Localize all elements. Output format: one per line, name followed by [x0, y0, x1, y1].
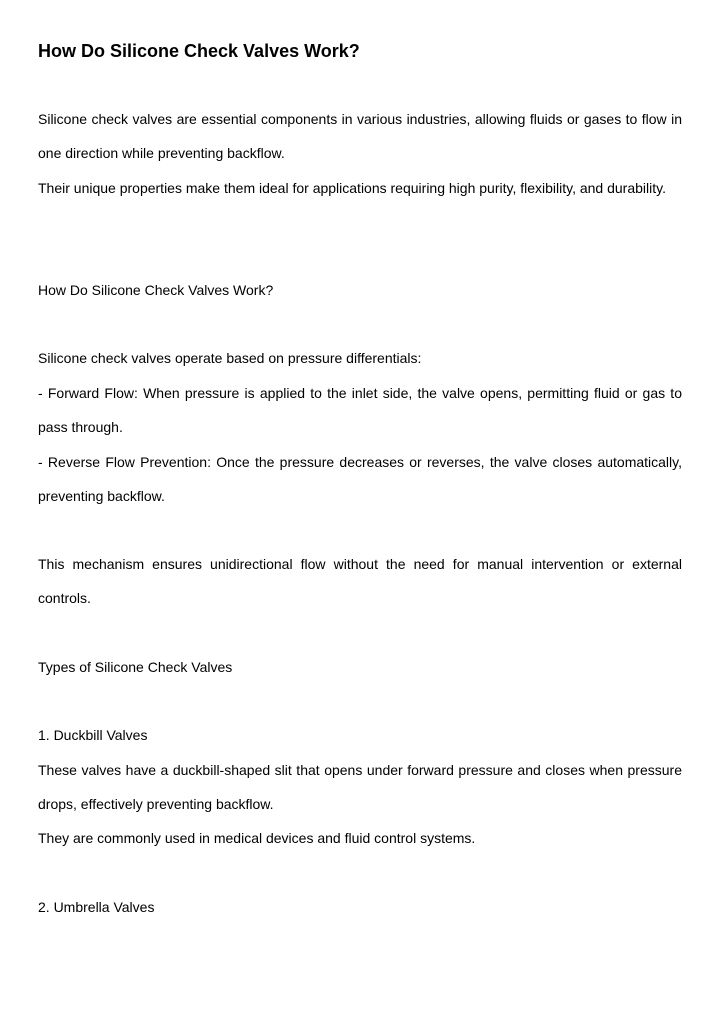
duckbill-usage: They are commonly used in medical devices and fluid control systems. [38, 830, 476, 846]
section-heading-types: Types of Silicone Check Valves [38, 659, 233, 675]
section-heading-how-it-works: How Do Silicone Check Valves Work? [38, 282, 274, 298]
mechanism-paragraph: This mechanism ensures unidirectional flow without the need for manual intervention or external controls. [38, 556, 682, 607]
intro-paragraph-1: Silicone check valves are essential components in various industries, allowing fluids or gases to flow in one direction while preventing backflow. [38, 111, 682, 162]
intro-paragraph-2: Their unique properties make them ideal for applications requiring high purity, flexibility, and durability. [38, 180, 666, 196]
forward-flow-item: - Forward Flow: When pressure is applied to the inlet side, the valve opens, permitting fluid or gas to pass through. [38, 385, 682, 436]
page-title: How Do Silicone Check Valves Work? [38, 41, 360, 61]
duckbill-heading: 1. Duckbill Valves [38, 727, 148, 743]
umbrella-heading: 2. Umbrella Valves [38, 899, 155, 915]
duckbill-description: These valves have a duckbill-shaped slit that opens under forward pressure and closes when pressure drops, effectively preventing backflow. [38, 762, 682, 813]
operation-intro: Silicone check valves operate based on pressure differentials: [38, 350, 422, 366]
reverse-flow-item: - Reverse Flow Prevention: Once the pressure decreases or reverses, the valve closes automatically, preventing backflow. [38, 454, 682, 505]
